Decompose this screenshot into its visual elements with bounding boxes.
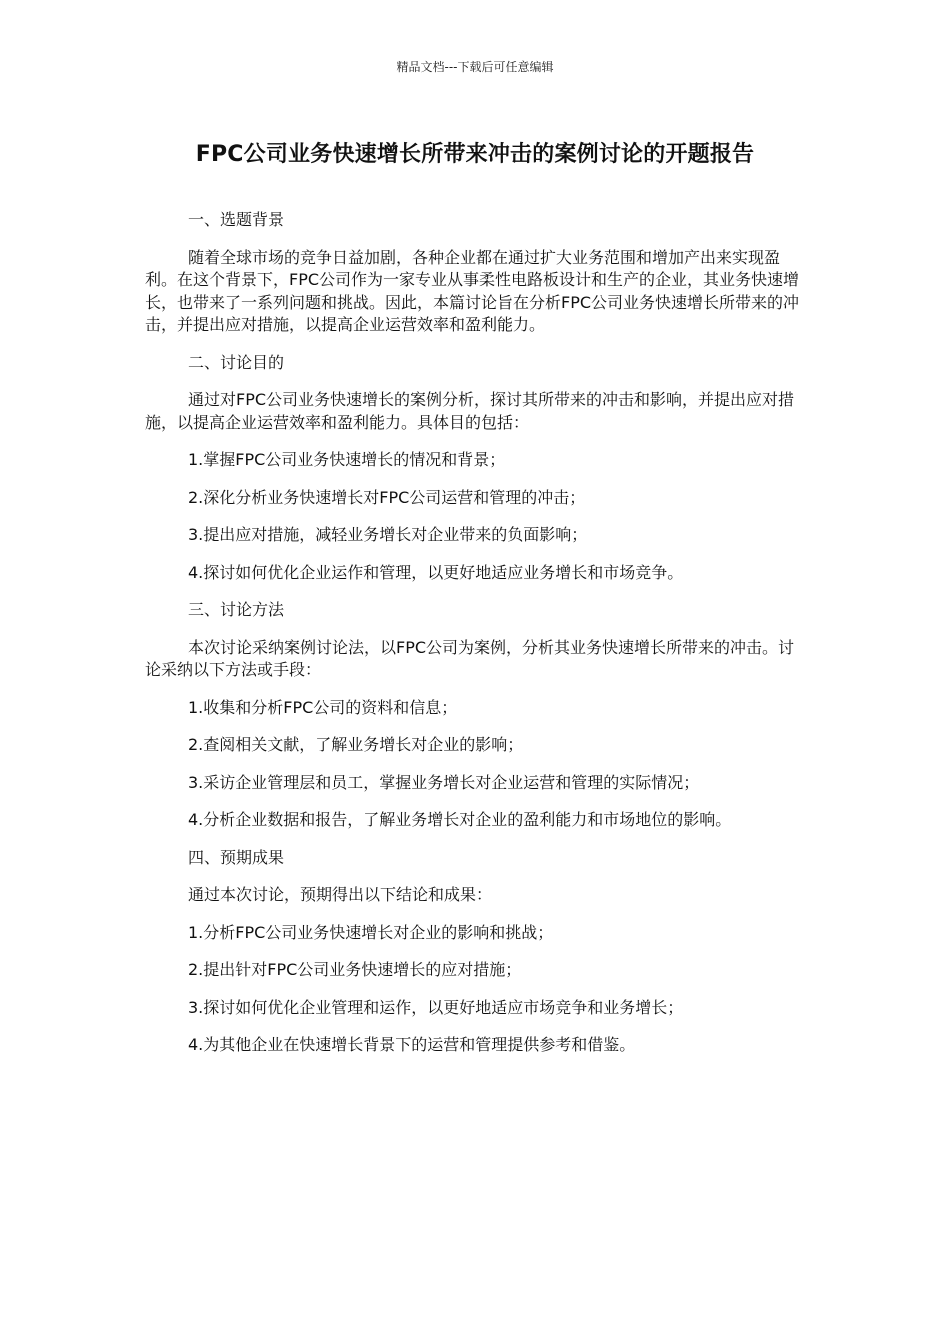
- section-heading-results: 四、预期成果: [188, 847, 285, 867]
- method-item: 2.查阅相关文献，了解业务增长对企业的影响；: [188, 735, 524, 754]
- purpose-item: 4.探讨如何优化企业运作和管理，以更好地适应业务增长和市场竞争。: [188, 562, 684, 582]
- purpose-item: 1.掌握FPC公司业务快速增长的情况和背景；: [188, 450, 506, 469]
- method-paragraph: 本次讨论采纳案例讨论法，以FPC公司为案例，分析其业务快速增长所带来的冲击。讨论采纳以下方法或手段：: [145, 637, 795, 679]
- method-item: 1.收集和分析FPC公司的资料和信息；: [188, 697, 458, 717]
- background-paragraph: 随着全球市场的竞争日益加剧，各种企业都在通过扩大业务范围和增加产出来实现盈利。在这个背景下，FPC公司作为一家专业从事柔性电路板设计和生产的企业，其业务快速增长，也带来了一系列问题和挑战。因此，本篇讨论旨在分析FPC公司业务快速增长所带来的冲击，并提出应对措施，以提高企业运营效率和盈利能力。: [145, 247, 800, 334]
- section-heading-background: 一、选题背景: [188, 210, 285, 229]
- purpose-item: 3.提出应对措施，减轻业务增长对企业带来的负面影响；: [188, 525, 588, 544]
- section-heading-purpose: 二、讨论目的: [188, 352, 285, 372]
- section-heading-method: 三、讨论方法: [188, 600, 285, 619]
- results-item: 3.探讨如何优化企业管理和运作，以更好地适应市场竞争和业务增长；: [188, 997, 684, 1017]
- document-body: [145, 209, 809, 1072]
- results-paragraph: 通过本次讨论，预期得出以下结论和成果：: [188, 885, 493, 904]
- results-item: 2.提出针对FPC公司业务快速增长的应对措施；: [188, 960, 522, 979]
- purpose-paragraph: 通过对FPC公司业务快速增长的案例分析，探讨其所带来的冲击和影响，并提出应对措施，以提高企业运营效率和盈利能力。具体目的包括：: [145, 390, 795, 432]
- results-item: 1.分析FPC公司业务快速增长对企业的影响和挑战；: [188, 922, 554, 942]
- purpose-item: 2.深化分析业务快速增长对FPC公司运营和管理的冲击；: [188, 487, 586, 507]
- document-title: FPC公司业务快速增长所带来冲击的案例讨论的开题报告: [195, 142, 755, 167]
- method-item: 4.分析企业数据和报告，了解业务增长对企业的盈利能力和市场地位的影响。: [188, 810, 732, 829]
- results-item: 4.为其他企业在快速增长背景下的运营和管理提供参考和借鉴。: [188, 1035, 636, 1054]
- header-note: 精品文档---下载后可任意编辑: [396, 60, 554, 74]
- method-item: 3.采访企业管理层和员工，掌握业务增长对企业运营和管理的实际情况；: [188, 772, 700, 792]
